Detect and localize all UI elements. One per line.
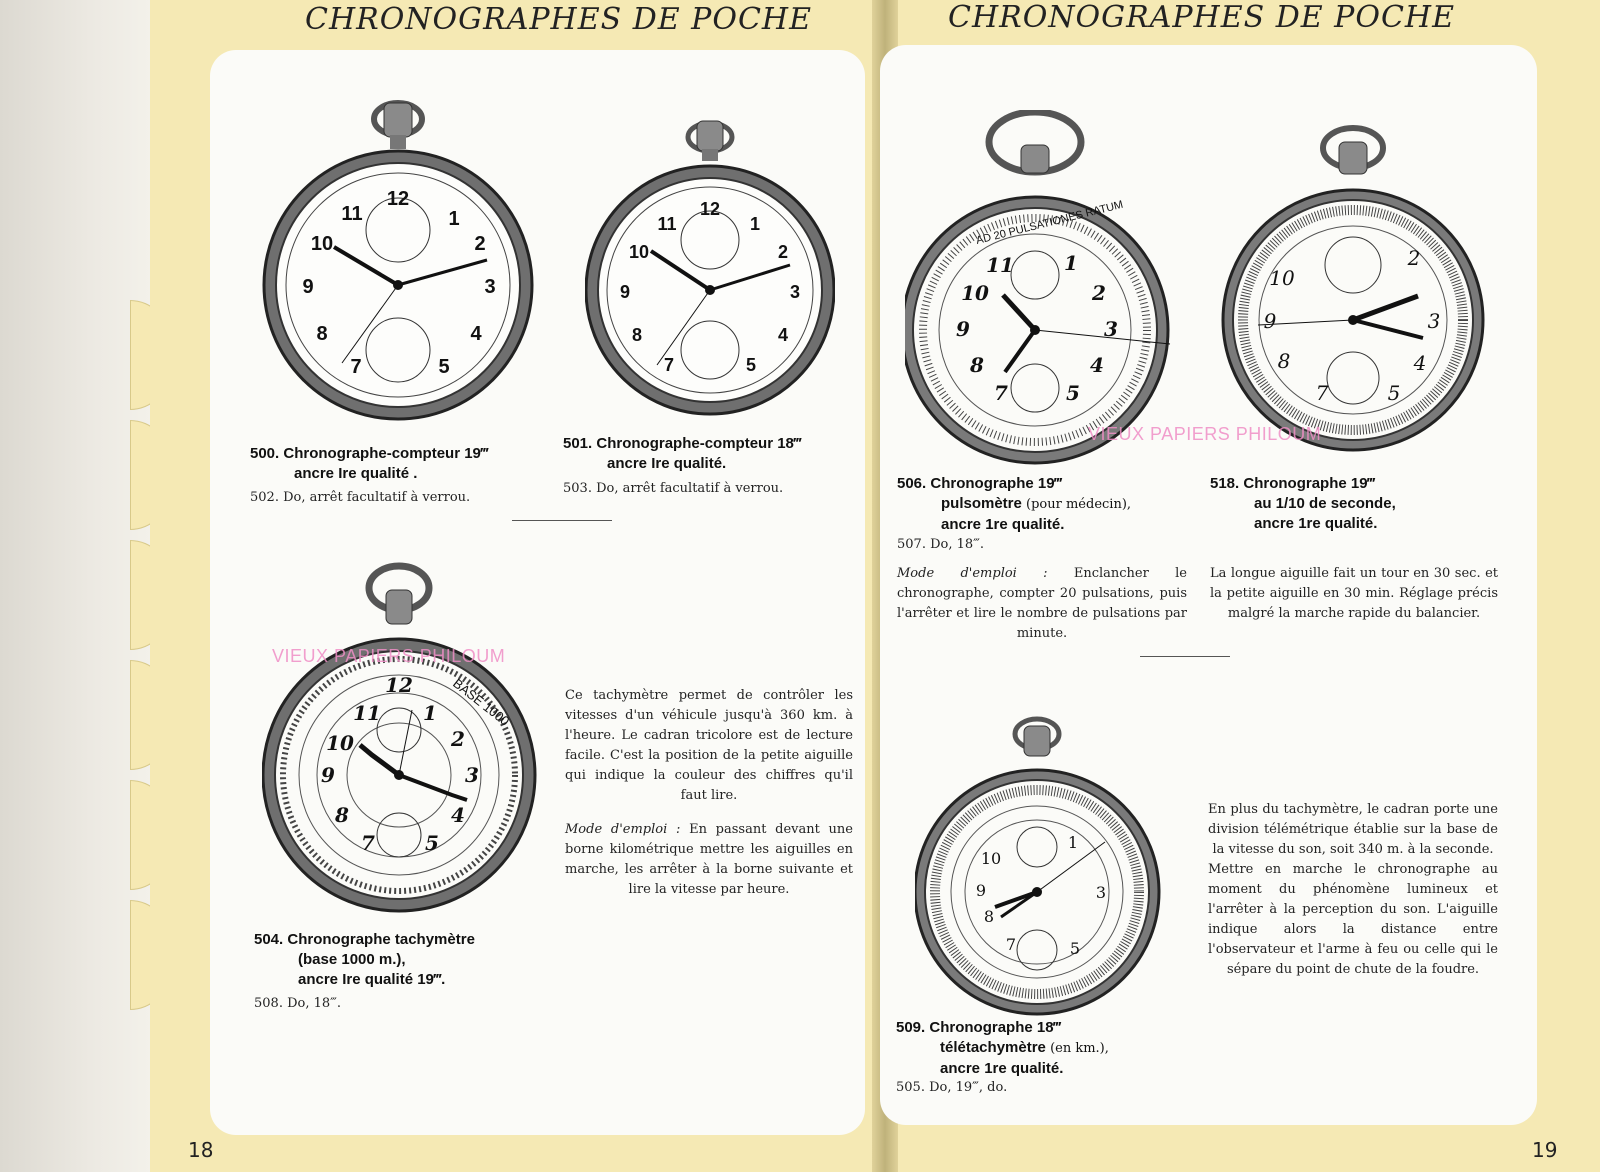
item-quality: ancre 1re qualité. [941, 516, 1065, 533]
watch-506-image [905, 110, 1175, 470]
dial-numeral: 8 [335, 803, 349, 827]
item-name: Chronographe 19‴ [1243, 475, 1375, 492]
dial-numeral: 8 [1277, 349, 1291, 373]
item-name: Chronographe 19‴ [930, 475, 1062, 492]
dial-numeral: 1 [448, 208, 460, 230]
dial-numeral: 3 [1104, 317, 1118, 341]
dial-numeral: 7 [1005, 935, 1017, 954]
dial-numeral: 7 [1315, 381, 1329, 405]
watch-518-image [1218, 120, 1488, 465]
dial-numeral: 9 [302, 276, 314, 298]
item-quality: ancre 1re qualité. [1254, 515, 1378, 532]
item-precision: au 1/10 de seconde, [1254, 495, 1396, 512]
item-506-caption [897, 474, 1131, 535]
dial-numeral: 1 [749, 214, 761, 234]
mode-text: Enclancher le chronographe, compter 20 pulsations, puis l'arrêter et lire le nombre de pulsations par minute. [897, 566, 1187, 641]
item-quality: ancre Ire qualité 19‴. [298, 971, 446, 988]
mode-text: En passant devant une borne kilométrique mettre les aiguilles en marche, les arrêter à la borne suivante et lire la vitesse par heure. [565, 822, 853, 897]
dial-numeral: 3 [465, 763, 479, 787]
dial-numeral: 7 [350, 356, 362, 378]
item-509-caption [896, 1018, 1109, 1079]
dial-numeral: 11 [353, 701, 381, 725]
telemeter-description [1208, 800, 1498, 994]
mode-label: Mode d'emploi : [565, 822, 681, 837]
dial-numeral: 11 [986, 253, 1014, 277]
dial-numeral: 2 [1092, 281, 1106, 305]
left-page-number: 18 [188, 1138, 214, 1162]
mode-label: Mode d'emploi : [897, 566, 1048, 581]
tachymeter-usage [565, 820, 853, 900]
tachymeter-description [565, 686, 853, 914]
dial-numeral: 9 [975, 881, 987, 900]
divider-rule [512, 520, 612, 521]
dial-numeral: 5 [1066, 381, 1080, 405]
tenth-second-description [1210, 564, 1498, 638]
dial-numeral: 5 [438, 356, 450, 378]
watch-504-image [262, 560, 537, 915]
dial-numeral: 3 [1427, 309, 1441, 333]
watch-509-image [915, 712, 1165, 1022]
right-page-title: CHRONOGRAPHES DE POCHE [948, 0, 1455, 35]
dial-numeral: 12 [699, 199, 721, 219]
item-base: (base 1000 m.), [298, 951, 406, 968]
item-number: 518. [1210, 475, 1240, 492]
item-518-caption [1210, 474, 1396, 534]
item-number: 500. [250, 445, 280, 462]
item-500-caption [250, 444, 488, 484]
size-mark: ‴ [480, 445, 489, 462]
right-page-number: 19 [1532, 1138, 1558, 1162]
item-note: (en km.), [1050, 1041, 1109, 1056]
dial-numeral: 2 [1407, 246, 1421, 270]
dial-numeral: 4 [1413, 351, 1427, 375]
pulsometer-usage [897, 564, 1187, 658]
dial-numeral: 10 [1269, 266, 1295, 290]
dial-numeral: 10 [980, 849, 1002, 868]
item-name: Chronographe-compteur 19 [283, 445, 481, 462]
item-quality: ancre 1re qualité. [940, 1060, 1064, 1077]
left-page-title: CHRONOGRAPHES DE POCHE [305, 2, 812, 37]
tachy-ring-label: BASE 1000 [450, 675, 513, 729]
dial-numeral: 9 [956, 317, 970, 341]
dial-numeral: 10 [628, 242, 650, 262]
dial-numeral: 3 [484, 276, 496, 298]
telemeter-text-2: Mettre en marche le chronographe au moment du phénomène lumineux et l'arrêter à la perception du son. L'aiguille indique alors la distance entre l'observateur et l'arme à feu ou celle qui le sépare du point de chute de la foudre. [1208, 862, 1498, 977]
dial-numeral: 7 [663, 355, 675, 375]
dial-numeral: 8 [631, 325, 643, 345]
dial-numeral: 2 [451, 727, 465, 751]
dial-numeral: 3 [789, 282, 801, 302]
dial-numeral: 1 [1064, 251, 1078, 275]
dial-numeral: 9 [619, 282, 631, 302]
dial-numeral: 5 [425, 831, 439, 855]
dial-numeral: 7 [994, 381, 1008, 405]
watch-500-image [262, 95, 534, 425]
dial-numeral: 7 [361, 831, 375, 855]
pulse-ring-label: AD 20 PULSATIONES RATUM [974, 198, 1125, 247]
item-quality: ancre Ire qualité . [294, 465, 418, 482]
dial-numeral: 8 [983, 907, 995, 926]
dial-numeral: 10 [326, 731, 354, 755]
dial-numeral: 11 [657, 214, 677, 234]
tachymeter-text: Ce tachymètre permet de contrôler les vitesses d'un véhicule jusqu'à 360 km. à l'heure. Le cadran tricolore est de lecture facile. C'est la position de la petite aiguille qui indique la couleur des chiffres qu'il faut lire. [565, 688, 853, 803]
item-504-caption [254, 930, 475, 990]
dial-numeral: 4 [1090, 353, 1104, 377]
dial-numeral: 8 [316, 323, 328, 345]
dial-numeral: 12 [385, 673, 413, 697]
dial-numeral: 3 [1095, 883, 1107, 902]
watermark-text: VIEUX PAPIERS PHILOUM [272, 646, 506, 666]
divider-rule [1140, 656, 1230, 657]
item-number: 501. [563, 435, 593, 452]
item-number: 504. [254, 931, 284, 948]
left-tab-strip [0, 0, 150, 1172]
dial-numeral: 2 [474, 233, 486, 255]
item-number: 506. [897, 475, 927, 492]
dial-numeral: 8 [970, 353, 984, 377]
item-502-variant: 502. Do, arrêt facultatif à verrou. [250, 490, 471, 505]
dial-numeral: 1 [423, 701, 437, 725]
watermark-text: VIEUX PAPIERS PHILOUM [1088, 424, 1322, 444]
dial-numeral: 5 [1387, 381, 1401, 405]
dial-numeral: 2 [777, 242, 789, 262]
dial-numeral: 4 [451, 803, 465, 827]
dial-numeral: 4 [777, 325, 789, 345]
dial-numeral: 1 [1067, 833, 1079, 852]
size-mark: ‴ [793, 435, 802, 452]
item-quality: ancre Ire qualité. [607, 455, 727, 472]
item-number: 509. [896, 1019, 926, 1036]
dial-numeral: 9 [321, 763, 335, 787]
dial-numeral: 5 [745, 355, 757, 375]
item-name: Chronographe 18‴ [929, 1019, 1061, 1036]
dial-numeral: 10 [310, 233, 334, 255]
dial-numeral: 11 [341, 203, 363, 225]
tenth-second-text: La longue aiguille fait un tour en 30 sec. et la petite aiguille en 30 min. Réglage précis malgré la marche rapide du balancier. [1210, 566, 1498, 621]
telemeter-text-1: En plus du tachymètre, le cadran porte une division télémétrique établie sur la base de la vitesse du son, soit 340 m. à la seconde. [1208, 802, 1498, 857]
dial-numeral: 10 [961, 281, 989, 305]
item-503-variant: 503. Do, arrêt facultatif à verrou. [563, 481, 784, 496]
dial-numeral: 4 [470, 323, 482, 345]
item-505-variant: 505. Do, 19‴, do. [896, 1080, 1008, 1095]
item-501-caption [563, 434, 801, 474]
dial-numeral: 5 [1069, 939, 1081, 958]
item-note: (pour médecin), [1026, 497, 1132, 512]
item-507-variant: 507. Do, 18‴. [897, 537, 985, 552]
dial-numeral: 9 [1263, 309, 1277, 333]
item-type: pulsomètre (pour médecin), [941, 495, 1132, 512]
watch-501-image [585, 115, 835, 420]
item-508-variant: 508. Do, 18‴. [254, 996, 342, 1011]
item-name: Chronographe-compteur 18 [596, 435, 794, 452]
dial-numeral: 12 [386, 188, 410, 210]
item-type: télétachymètre (en km.), [940, 1039, 1109, 1056]
item-name: Chronographe tachymètre [287, 931, 475, 948]
